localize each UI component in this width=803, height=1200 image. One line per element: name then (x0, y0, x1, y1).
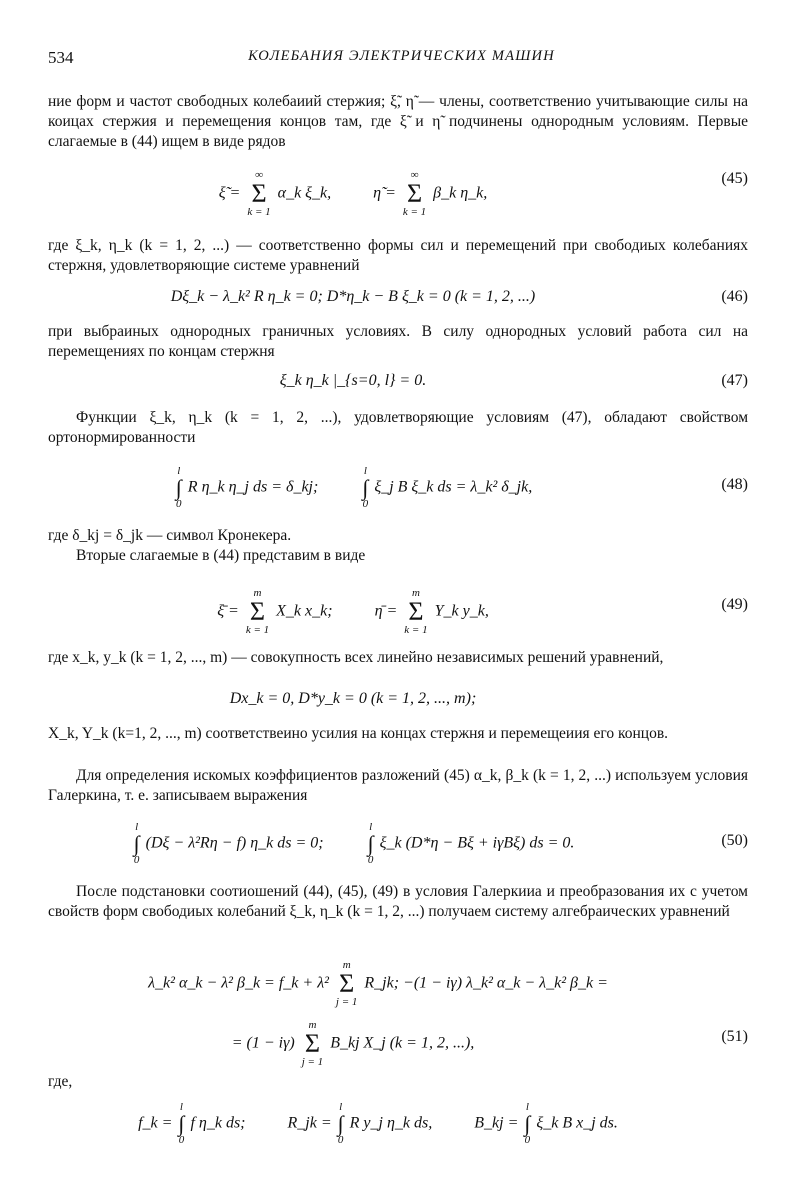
integral-symbol: ∫ (178, 1111, 185, 1136)
integral-symbol: ∫ (362, 475, 369, 500)
equation-50 (48, 812, 748, 872)
integral-upper-limit: l (179, 1101, 183, 1113)
paragraph-11: где, (48, 1073, 73, 1090)
equation-51-line1 (48, 950, 748, 1010)
integral-upper-limit: l (363, 465, 367, 477)
equation-number-45: (45) (721, 170, 748, 187)
equation-45 (48, 160, 748, 218)
eq45-sum1 (247, 170, 270, 218)
eq51-line2-b: B_kj X_j (k = 1, 2, ...), (330, 1034, 475, 1052)
equation-number-51: (51) (721, 1028, 748, 1045)
integral-lower-limit: 0 (178, 1134, 185, 1146)
equation-number-47: (47) (721, 372, 748, 389)
equation-definitions (48, 1092, 748, 1152)
sum-upper-limit: m (253, 587, 262, 599)
sum-lower-limit: k = 1 (402, 206, 427, 218)
integral-lower-limit: 0 (337, 1134, 344, 1146)
equation-49 (48, 578, 748, 638)
integral-lower-limit: 0 (524, 1134, 531, 1146)
def-integral3 (524, 1102, 530, 1146)
paragraph-5: где δ_kj = δ_jk — символ Кронекера. (48, 527, 292, 544)
def-term2: R y_j η_k ds, (349, 1114, 433, 1132)
sigma-symbol: Σ (406, 179, 423, 208)
paragraph-1: ние форм и частот свободных колебаиий стержия; ξ̃, η̃ — члены, соответственио учитывающие силы на коицах стержия и перемещения концов там, где ξ̃ и η̃ подчинены однородным условиям. Первые слагаемые в (44) ищем в виде рядов (48, 93, 748, 150)
eq49-lhs2: η̄ = (374, 602, 398, 620)
equation-47 (48, 362, 748, 402)
integral-lower-limit: 0 (367, 854, 374, 866)
integral-upper-limit: l (369, 821, 373, 833)
eq50-integral1 (134, 822, 140, 866)
eq45-term2: β_k η_k, (433, 184, 488, 202)
eq50-term2: ξ_k (D*η − Bξ + iγBξ) ds = 0. (379, 834, 575, 852)
def-lhs2: R_jk = (287, 1114, 332, 1132)
eq45-lhs2: η̃ = (373, 184, 396, 202)
sum-upper-limit: m (342, 959, 351, 971)
integral-symbol: ∫ (367, 831, 374, 856)
integral-symbol: ∫ (133, 831, 140, 856)
paragraph-3: при выбраиных однородных граничных условиях. В силу однородных условий работа сил на перемещениях по концам стержня (48, 323, 748, 360)
paragraph-4: Функции ξ_k, η_k (k = 1, 2, ...), удовлетворяющие условиям (47), обладают свойством ортонормированности (48, 409, 748, 446)
eq48-integral1 (176, 466, 182, 510)
equation-number-49: (49) (721, 596, 748, 613)
equation-homogeneous (48, 680, 748, 720)
eq49-sum2 (404, 588, 427, 636)
eq51-sum2 (302, 1020, 323, 1068)
sigma-symbol: Σ (339, 969, 355, 998)
def-integral2 (338, 1102, 344, 1146)
sigma-symbol: Σ (408, 597, 424, 626)
equation-51-line2 (48, 1010, 748, 1070)
paragraph-8: X_k, Y_k (k=1, 2, ..., m) соответствеино усилия на концах стержня и перемещеиия его концов. (48, 725, 669, 742)
page-number: 534 (48, 48, 74, 67)
def-term1: f η_k ds; (190, 1114, 246, 1132)
eq48-integral2 (362, 466, 368, 510)
eq51-line2-a: = (1 − iγ) (231, 1034, 295, 1052)
eq48-term2: ξ_j B ξ_k ds = λ_k² δ_jk, (374, 478, 533, 496)
eq48-term1: R η_k η_j ds = δ_kj; (187, 478, 319, 496)
eq49-term1: X_k x_k; (276, 602, 333, 620)
def-integral1 (178, 1102, 184, 1146)
equation-number-50: (50) (721, 832, 748, 849)
eq51-line1-b: R_jk; −(1 − iγ) λ_k² α_k − λ_k² β_k = (364, 974, 608, 992)
sum-lower-limit: k = 1 (404, 624, 428, 636)
eq45-term1: α_k ξ_k, (277, 184, 332, 202)
eq51-sum1 (336, 960, 357, 1008)
integral-lower-limit: 0 (133, 854, 140, 866)
paragraph-9: Для определения искомых коэффициентов разложений (45) α_k, β_k (k = 1, 2, ...) используем условия Галеркина, т. е. записываем выражения (48, 767, 748, 804)
paragraph-7: где x_k, y_k (k = 1, 2, ..., m) — совокупность всех линейно независимых решений уравнений, (48, 649, 664, 666)
integral-upper-limit: l (135, 821, 139, 833)
equation-48 (48, 456, 748, 516)
integral-symbol: ∫ (175, 475, 182, 500)
def-term3: ξ_k B x_j ds. (536, 1114, 618, 1132)
eq50-integral2 (368, 822, 374, 866)
integral-symbol: ∫ (337, 1111, 344, 1136)
eq51-line1-a: λ_k² α_k − λ² β_k = f_k + λ² (148, 974, 329, 992)
page-header (48, 48, 755, 74)
eq50-term1: (Dξ − λ²Rη − f) η_k ds = 0; (145, 834, 324, 852)
eq45-sum2 (403, 170, 426, 218)
equation-46 (48, 278, 748, 318)
sigma-symbol: Σ (304, 1029, 321, 1058)
def-lhs1: f_k = (138, 1114, 173, 1132)
eq45-lhs1: ξ̃ = (218, 184, 241, 202)
sum-lower-limit: k = 1 (245, 624, 270, 636)
integral-lower-limit: 0 (176, 498, 182, 510)
paragraph-6: Вторые слагаемые в (44) представим в виде (76, 547, 366, 564)
integral-lower-limit: 0 (362, 498, 369, 510)
equation-number-46: (46) (721, 288, 748, 305)
sum-upper-limit: ∞ (410, 169, 419, 181)
sum-lower-limit: j = 1 (301, 1056, 324, 1068)
equation-number-48: (48) (721, 476, 748, 493)
integral-upper-limit: l (177, 465, 181, 477)
paragraph-10: После подстановки соотиошений (44), (45), (49) в условия Галеркииа и преобразования их с учетом свойств форм свободиых колебаний ξ_k, η_k (k = 1, 2, ...) получаем систему алгебраических уравнений (48, 883, 748, 920)
def-lhs3: B_kj = (474, 1114, 519, 1132)
integral-upper-limit: l (525, 1101, 529, 1113)
sum-lower-limit: j = 1 (335, 996, 358, 1008)
integral-symbol: ∫ (524, 1111, 531, 1136)
running-head: КОЛЕБАНИЯ ЭЛЕКТРИЧЕСКИХ МАШИН (248, 48, 555, 64)
eq49-lhs1: ξ̄ = (217, 602, 239, 620)
sum-upper-limit: m (308, 1019, 317, 1031)
eq-homogeneous-body: Dx_k = 0, D*y_k = 0 (k = 1, 2, ..., m); (229, 690, 477, 707)
sum-lower-limit: k = 1 (247, 206, 271, 218)
eq47-body: ξ_k η_k |_{s=0, l} = 0. (279, 372, 427, 389)
paragraph-2: где ξ_k, η_k (k = 1, 2, ...) — соответственно формы сил и перемещений при свободиых колебаниях стержня, удовлетворяющие системе уравнений (48, 237, 748, 274)
integral-upper-limit: l (339, 1101, 343, 1113)
eq49-sum1 (246, 588, 269, 636)
sum-upper-limit: m (411, 587, 420, 599)
sum-upper-limit: ∞ (255, 169, 263, 181)
sigma-symbol: Σ (249, 597, 266, 626)
sigma-symbol: Σ (251, 179, 267, 208)
eq46-body: Dξ_k − λ_k² R η_k = 0; D*η_k − B ξ_k = 0 (k = 1, 2, ...) (170, 288, 536, 305)
eq49-term2: Y_k y_k, (434, 602, 489, 620)
